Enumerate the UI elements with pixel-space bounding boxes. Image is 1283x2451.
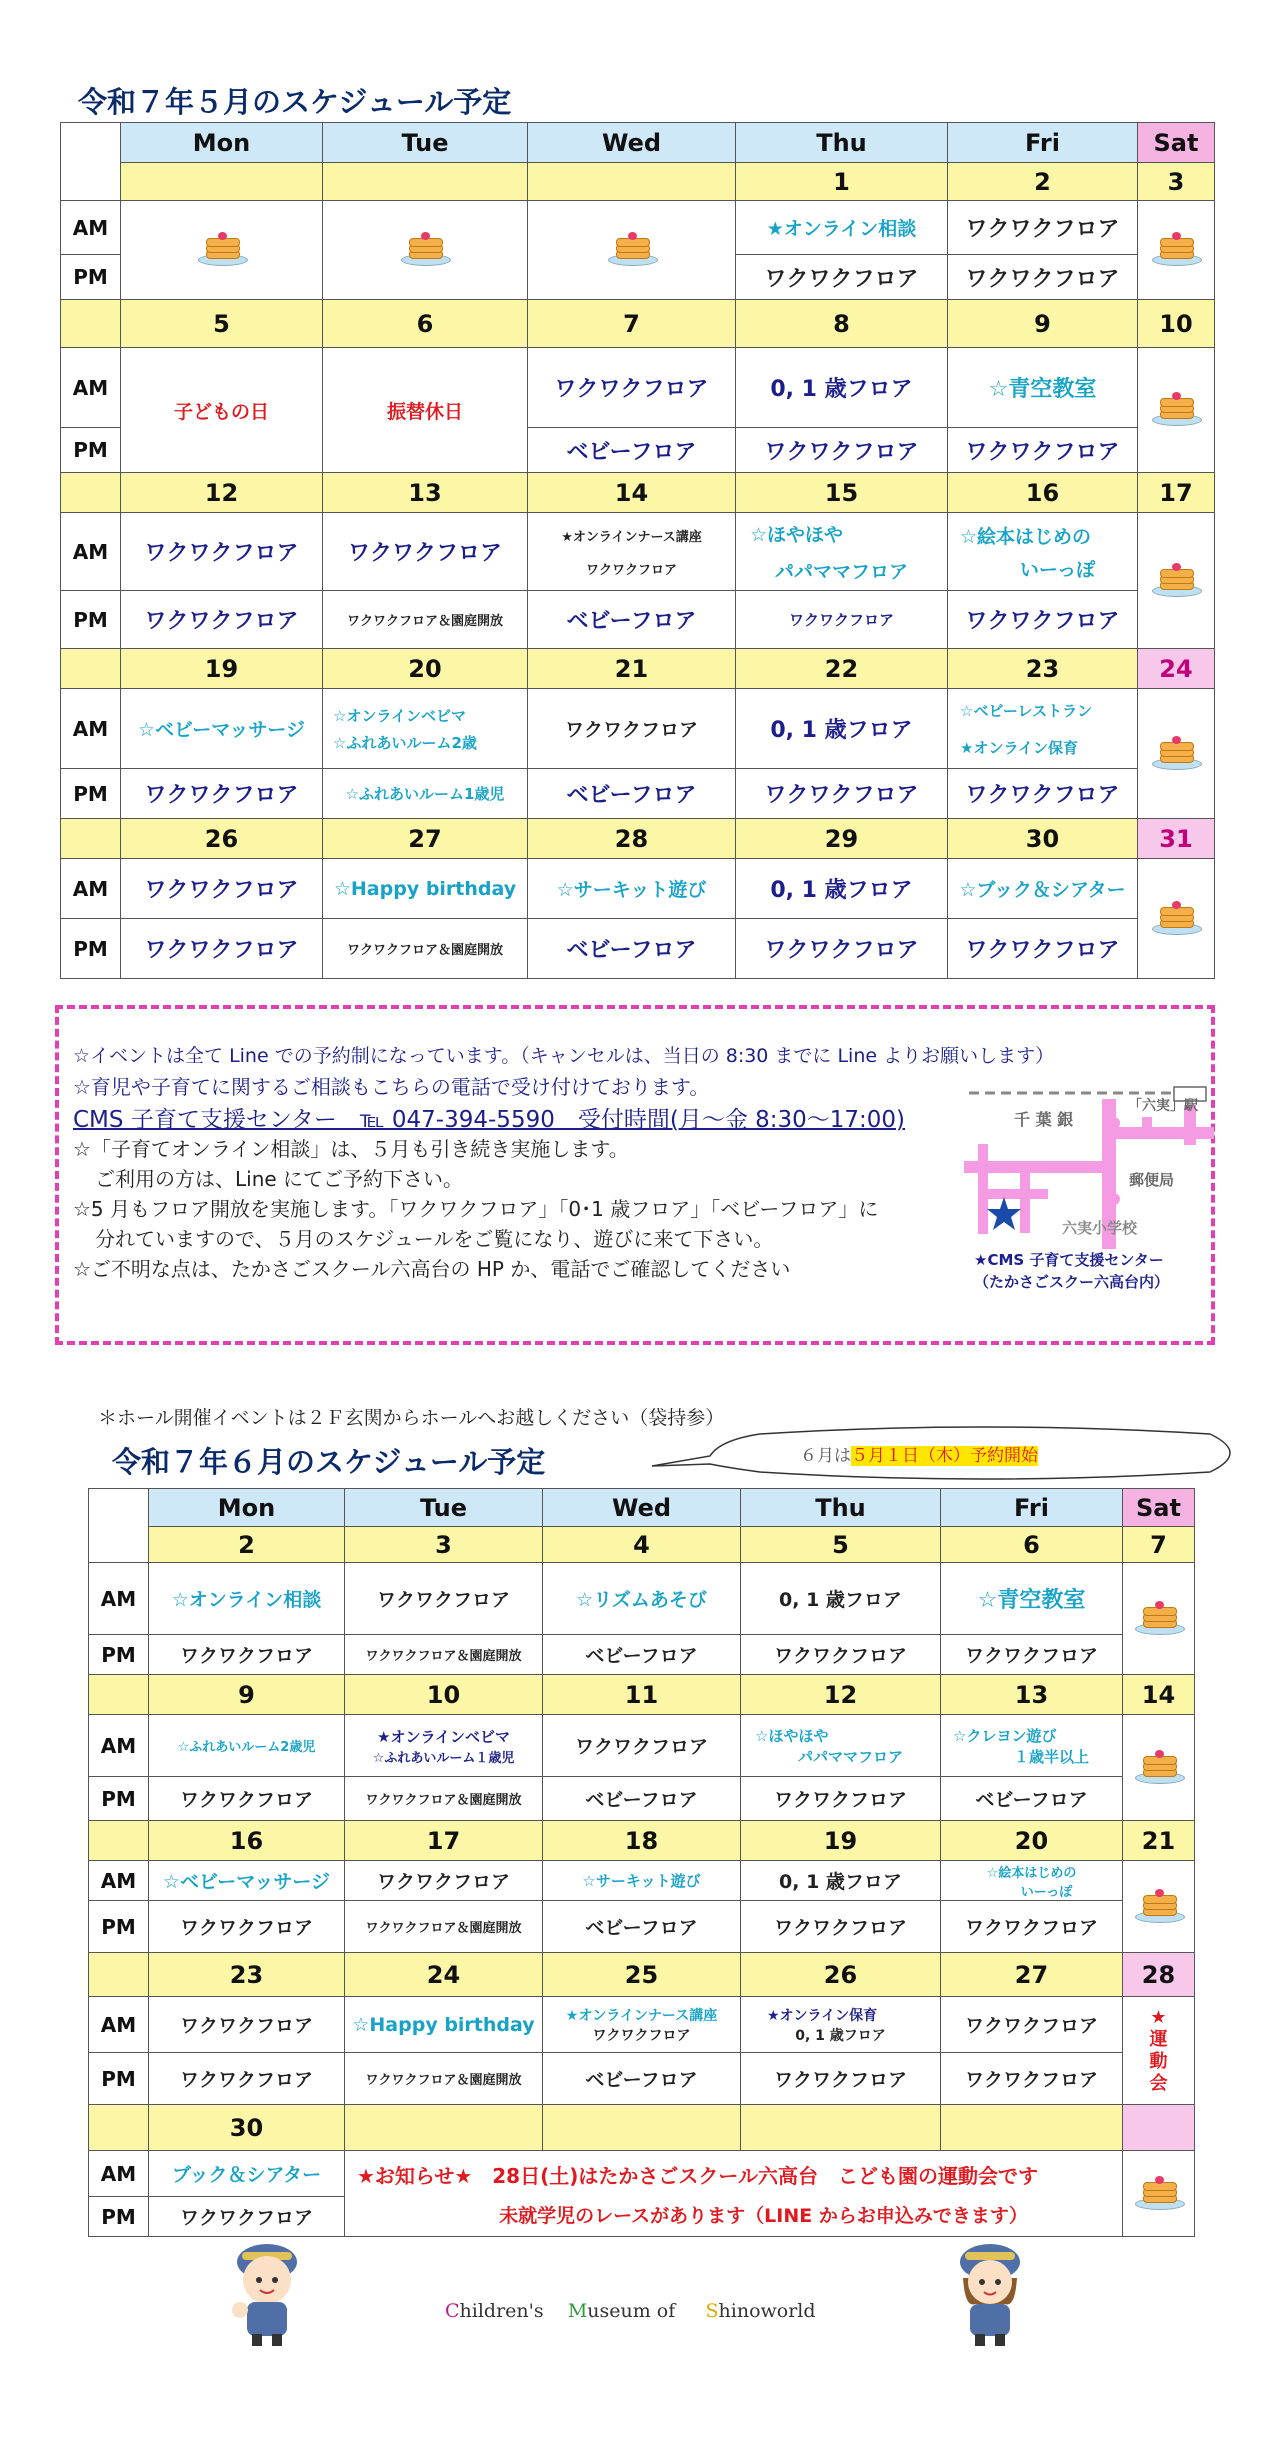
event-cell: ☆ふれあいルーム1歳児 [323,769,528,819]
event-cell: ワクワクフロア＆園庭開放 [345,1901,543,1953]
date-cell: 1 [736,163,948,201]
notice-line: ☆「子育てオンライン相談」は、５月も引き続き実施します。 [73,1137,629,1161]
event-cell: ☆Happy birthday [345,1997,543,2053]
pancake-cell [1138,689,1215,819]
date-cell [528,163,736,201]
event-cell: ☆ブック＆シアター [948,859,1138,919]
boy-illustration [222,2238,312,2348]
event-cell: ベビーフロア [528,591,736,649]
event-cell: ベビーフロア [528,769,736,819]
pm-label: PM [89,1777,149,1821]
sports-day-cell [1123,1997,1195,2105]
event-cell: ワクワクフロア [345,1861,543,1901]
am-label: AM [61,348,121,428]
event-cell: ワクワクフロア [736,919,948,979]
date-cell: 9 [948,300,1138,348]
pancake-cell [1123,2151,1195,2237]
event-cell: 0, 1 歳フロア [741,1861,941,1901]
date-cell: 7 [1123,1527,1195,1563]
event-cell: ワクワクフロア [741,1901,941,1953]
date-cell: 12 [121,473,323,513]
event-cell: ワクワクフロア＆園庭開放 [323,591,528,649]
event-line: ☆クレヨン遊び [953,1726,1057,1745]
event-cell: ワクワクフロア [528,348,736,428]
reservation-bubble [650,1426,1250,1480]
date-cell [741,2105,941,2151]
date-label-blank [89,1675,149,1715]
event-cell: ワクワクフロア＆園庭開放 [345,1635,543,1675]
map-caption: ★CMS 子育て支援センター [974,1251,1164,1269]
notice-line: ★お知らせ★ 28日(土)はたかさごスクール六高台 こども園の運動会です [357,2163,1038,2188]
date-cell: 3 [345,1527,543,1563]
header-thu: Thu [741,1489,941,1527]
notice-line: ☆イベントは全て Line での予約制になっています。（キャンセルは、当日の 8:30 までに Line よりお願いします） [73,1045,1055,1067]
date-cell: 30 [948,819,1138,859]
pancake-cell [1138,859,1215,979]
pancake-icon [1133,1597,1185,1637]
date-cell: 6 [941,1527,1123,1563]
event-cell: ワクワクフロア [149,1997,345,2053]
header-tue: Tue [323,123,528,163]
date-cell: 8 [736,300,948,348]
map-label-bank: 千 葉 銀 [1014,1110,1074,1129]
date-cell: 10 [345,1675,543,1715]
notice-line: 分れていますので、５月のスケジュールをご覧になり、遊びに来て下さい。 [95,1227,774,1251]
event-cell: ワクワクフロア [736,428,948,473]
pancake-cell [121,201,323,300]
map-label-school: 六実小学校 [1062,1219,1138,1237]
footer-initial: M [567,2300,588,2322]
event-cell: ベビーフロア [528,428,736,473]
date-label-blank [89,2105,149,2151]
pancake-cell [1123,1861,1195,1953]
event-cell: ワクワクフロア [121,769,323,819]
date-label-blank [61,819,121,859]
am-label: AM [61,859,121,919]
event-line: パパママフロア [774,560,908,583]
event-cell: ブック＆シアター [149,2151,345,2197]
date-cell: 14 [528,473,736,513]
notice-line: ☆5 月もフロア開放を実施します。「ワクワクフロア」「0･1 歳フロア」「ベビーフロア」に [73,1197,879,1221]
pancake-cell [1138,513,1215,649]
am-label: AM [61,201,121,255]
header-mon: Mon [149,1489,345,1527]
event-cell [741,1997,941,2053]
pancake-icon [1150,228,1202,268]
event-line: ★オンラインナース講座 [565,2007,718,2024]
date-cell: 12 [741,1675,941,1715]
notice-line: ☆育児や子育てに関するご相談もこちらの電話で受け付けております。 [73,1075,710,1099]
event-line: ☆ベビーレストラン [960,701,1093,720]
map-label-station: 「六実」駅 [1128,1098,1198,1114]
date-label-blank [61,473,121,513]
event-line: ワクワクフロア [585,562,677,578]
corner-cell [89,1489,149,1527]
pancake-cell [1138,348,1215,473]
event-line: ☆オンラインベビマ [333,706,466,725]
footer-initial: C [445,2300,460,2322]
event-cell [528,513,736,591]
event-cell: ワクワクフロア [948,255,1138,300]
am-label: AM [89,1997,149,2053]
am-label: AM [89,1715,149,1777]
corner-cell [61,123,121,163]
event-cell: ワクワクフロア [741,1635,941,1675]
date-label-blank [61,300,121,348]
date-label-blank [61,163,121,201]
footer-word: hinoworld [718,2300,816,2322]
date-cell: 30 [149,2105,345,2151]
event-cell: ワクワクフロア [528,689,736,769]
event-cell [345,1715,543,1777]
event-cell: ワクワクフロア [941,1635,1123,1675]
event-line: ワクワクフロア [592,2027,691,2044]
header-sat: Sat [1138,123,1215,163]
event-cell [323,689,528,769]
pm-label: PM [61,428,121,473]
date-cell: 24 [345,1953,543,1997]
date-cell: 20 [323,649,528,689]
date-cell: 5 [121,300,323,348]
event-cell: ☆サーキット遊び [528,859,736,919]
june-calendar [88,1488,1195,2237]
event-line: １歳半以上 [1013,1747,1089,1766]
am-label: AM [89,2151,149,2197]
date-cell: 26 [121,819,323,859]
header-fri: Fri [948,123,1138,163]
event-cell: ワクワクフロア＆園庭開放 [323,919,528,979]
event-line: ☆ふれあいルーム2歳 [333,733,477,752]
pancake-icon [1150,559,1202,599]
header-mon: Mon [121,123,323,163]
may-calendar [60,122,1215,979]
pancake-icon [1150,732,1202,772]
girl-illustration [945,2238,1035,2348]
date-cell: 4 [543,1527,741,1563]
date-cell: 11 [543,1675,741,1715]
pm-label: PM [89,2197,149,2237]
date-cell: 9 [149,1675,345,1715]
event-cell: ワクワクフロア [736,769,948,819]
event-cell: ベビーフロア [543,1901,741,1953]
pancake-icon [1133,1746,1185,1786]
pancake-cell [1138,201,1215,300]
date-cell: 28 [528,819,736,859]
event-cell: ベビーフロア [543,2053,741,2105]
pm-label: PM [89,2053,149,2105]
header-wed: Wed [543,1489,741,1527]
event-cell: ★オンライン相談 [736,201,948,255]
header-thu: Thu [736,123,948,163]
event-cell: ワクワクフロア [121,591,323,649]
date-cell: 17 [1138,473,1215,513]
date-cell: 25 [543,1953,741,1997]
header-sat: Sat [1123,1489,1195,1527]
date-cell: 13 [323,473,528,513]
event-cell: ワクワクフロア [948,919,1138,979]
bubble-text: ６月は [800,1446,851,1466]
pancake-icon [1133,1885,1185,1925]
event-cell: ワクワクフロア [345,1563,543,1635]
event-line: ☆ほやほや [750,523,844,546]
footer-initial: S [705,2300,719,2322]
event-cell [736,513,948,591]
event-line: ☆ほやほや [755,1726,829,1745]
date-cell: 27 [323,819,528,859]
event-cell: ワクワクフロア＆園庭開放 [345,2053,543,2105]
event-cell: ワクワクフロア [736,255,948,300]
date-cell: 31 [1138,819,1215,859]
date-cell: 19 [121,649,323,689]
event-cell: ☆ベビーマッサージ [149,1861,345,1901]
date-cell: 6 [323,300,528,348]
pancake-cell [323,201,528,300]
event-line: ★オンライン保育 [960,738,1078,757]
event-cell: ベビーフロア [543,1777,741,1821]
date-cell: 15 [736,473,948,513]
date-label-blank [89,1953,149,1997]
date-cell: 16 [149,1821,345,1861]
event-cell: ワクワクフロア [941,1901,1123,1953]
event-line: いーっぽ [1019,558,1096,581]
holiday-cell: 振替休日 [323,348,528,473]
event-cell: 0, 1 歳フロア [736,859,948,919]
date-cell: 27 [941,1953,1123,1997]
event-cell [741,1715,941,1777]
event-cell: ワクワクフロア [948,591,1138,649]
event-line: ★オンライン保育 [767,2007,878,2024]
date-cell: 7 [528,300,736,348]
event-cell: ワクワクフロア [149,1635,345,1675]
event-cell: ベビーフロア [543,1635,741,1675]
date-cell [345,2105,543,2151]
event-cell: ワクワクフロア [323,513,528,591]
pancake-icon [1150,897,1202,937]
event-cell [948,513,1138,591]
date-cell: 21 [1123,1821,1195,1861]
sports-day-text: ★運動会 [1149,2006,1168,2094]
date-cell: 26 [741,1953,941,1997]
child-mascot-boy [222,2238,312,2348]
footer-word: hildren's [459,2300,544,2322]
am-label: AM [61,513,121,591]
event-cell: ☆青空教室 [948,348,1138,428]
event-cell: ベビーフロア [528,919,736,979]
event-line: 0, 1 歳フロア [795,2027,886,2044]
event-cell: ワクワクフロア [741,1777,941,1821]
date-cell [121,163,323,201]
may-title: 令和７年５月のスケジュール予定 [78,85,512,119]
event-cell [543,1997,741,2053]
pancake-cell [1123,1563,1195,1675]
event-line: ★オンラインナース講座 [561,529,702,545]
date-cell: 13 [941,1675,1123,1715]
date-cell: 20 [941,1821,1123,1861]
header-fri: Fri [941,1489,1123,1527]
date-cell [543,2105,741,2151]
event-cell: 0, 1 歳フロア [741,1563,941,1635]
date-cell [323,163,528,201]
event-cell: ☆ふれあいルーム2歳児 [149,1715,345,1777]
header-tue: Tue [345,1489,543,1527]
date-cell: 16 [948,473,1138,513]
event-cell: ☆リズムあそび [543,1563,741,1635]
event-cell: 0, 1 歳フロア [736,689,948,769]
event-cell: ワクワクフロア [941,2053,1123,2105]
date-cell: 29 [736,819,948,859]
child-mascot-girl [945,2238,1035,2348]
footer-word: useum of [587,2300,676,2322]
notice-line: ☆ご不明な点は、たかさごスクール六高台の HP か、電話でご確認してください [73,1257,791,1281]
event-cell: ☆Happy birthday [323,859,528,919]
event-cell: ワクワクフロア [121,919,323,979]
date-cell: 23 [149,1953,345,1997]
header-wed: Wed [528,123,736,163]
date-cell: 28 [1123,1953,1195,1997]
date-cell: 2 [948,163,1138,201]
event-cell: ワクワクフロア [149,1901,345,1953]
pancake-icon [1133,2172,1185,2212]
map-caption-sub: （たかさごスクー六高台内） [974,1273,1170,1291]
am-label: AM [61,689,121,769]
event-line: パパママフロア [797,1747,903,1766]
event-line: ☆絵本はじめの [960,525,1092,548]
access-map [964,1049,1214,1289]
pancake-icon [1150,388,1202,428]
event-cell [941,1715,1123,1777]
date-cell: 24 [1138,649,1215,689]
event-cell: 0, 1 歳フロア [736,348,948,428]
date-cell: 21 [528,649,736,689]
footer-museum-name [445,2300,816,2322]
date-cell: 5 [741,1527,941,1563]
am-label: AM [89,1563,149,1635]
date-cell: 18 [543,1821,741,1861]
pancake-cell [1123,1715,1195,1821]
date-label-blank [89,1527,149,1563]
sports-day-notice [345,2151,1123,2237]
notice-box [55,1005,1215,1345]
notice-line: ご利用の方は、Line にてご予約下さい。 [95,1167,464,1191]
event-cell: ベビーフロア [941,1777,1123,1821]
event-line: いーっぽ [1020,1884,1073,1900]
event-cell: ワクワクフロア [736,591,948,649]
pm-label: PM [61,255,121,300]
event-cell: ワクワクフロア [121,859,323,919]
pancake-icon [399,228,451,268]
event-cell: ワクワクフロア [149,2197,345,2237]
event-cell [948,689,1138,769]
date-cell: 22 [736,649,948,689]
pm-label: PM [61,591,121,649]
date-cell: 3 [1138,163,1215,201]
event-cell: ☆サーキット遊び [543,1861,741,1901]
event-cell [941,1861,1123,1901]
date-cell: 17 [345,1821,543,1861]
event-cell: ワクワクフロア [741,2053,941,2105]
hall-note: ＊ホール開催イベントは２Ｆ玄関からホールへお越しください（袋持参） [98,1407,725,1429]
date-cell [941,2105,1123,2151]
pm-label: PM [89,1635,149,1675]
event-cell: ワクワクフロア [543,1715,741,1777]
holiday-cell: 子どもの日 [121,348,323,473]
pancake-icon [606,228,658,268]
date-cell: 23 [948,649,1138,689]
event-line: ☆絵本はじめの [986,1865,1077,1881]
date-cell: 10 [1138,300,1215,348]
pm-label: PM [61,769,121,819]
event-cell: ワクワクフロア [941,1997,1123,2053]
event-line: ★オンラインベビマ [377,1727,510,1746]
event-cell: ワクワクフロア [948,201,1138,255]
date-cell: 14 [1123,1675,1195,1715]
date-cell: 2 [149,1527,345,1563]
event-cell: ☆オンライン相談 [149,1563,345,1635]
event-cell: ワクワクフロア [149,1777,345,1821]
pm-label: PM [61,919,121,979]
event-cell: ワクワクフロア [149,2053,345,2105]
date-cell: 19 [741,1821,941,1861]
cms-phone-line[interactable]: CMS 子育て支援センター ℡ 047-394-5590 受付時間(月～金 8:30～17:00) [73,1107,906,1133]
event-cell: ワクワクフロア＆園庭開放 [345,1777,543,1821]
date-label-blank [89,1821,149,1861]
june-title: 令和７年６月のスケジュール予定 [112,1445,546,1479]
event-cell: ワクワクフロア [948,428,1138,473]
event-cell: ワクワクフロア [948,769,1138,819]
am-label: AM [89,1861,149,1901]
event-line: ☆ふれあいルーム１歳児 [372,1750,515,1766]
event-cell: ☆青空教室 [941,1563,1123,1635]
event-cell: ワクワクフロア [121,513,323,591]
date-label-blank [61,649,121,689]
date-cell [1123,2105,1195,2151]
pancake-cell [528,201,736,300]
map-label-post: 郵便局 [1129,1171,1175,1189]
bubble-highlight: ５月１日（木）予約開始 [851,1446,1038,1466]
event-cell: ☆ベビーマッサージ [121,689,323,769]
pancake-icon [196,228,248,268]
pm-label: PM [89,1901,149,1953]
notice-line: 未就学児のレースがあります（LINE からお申込みできます） [499,2204,1028,2227]
